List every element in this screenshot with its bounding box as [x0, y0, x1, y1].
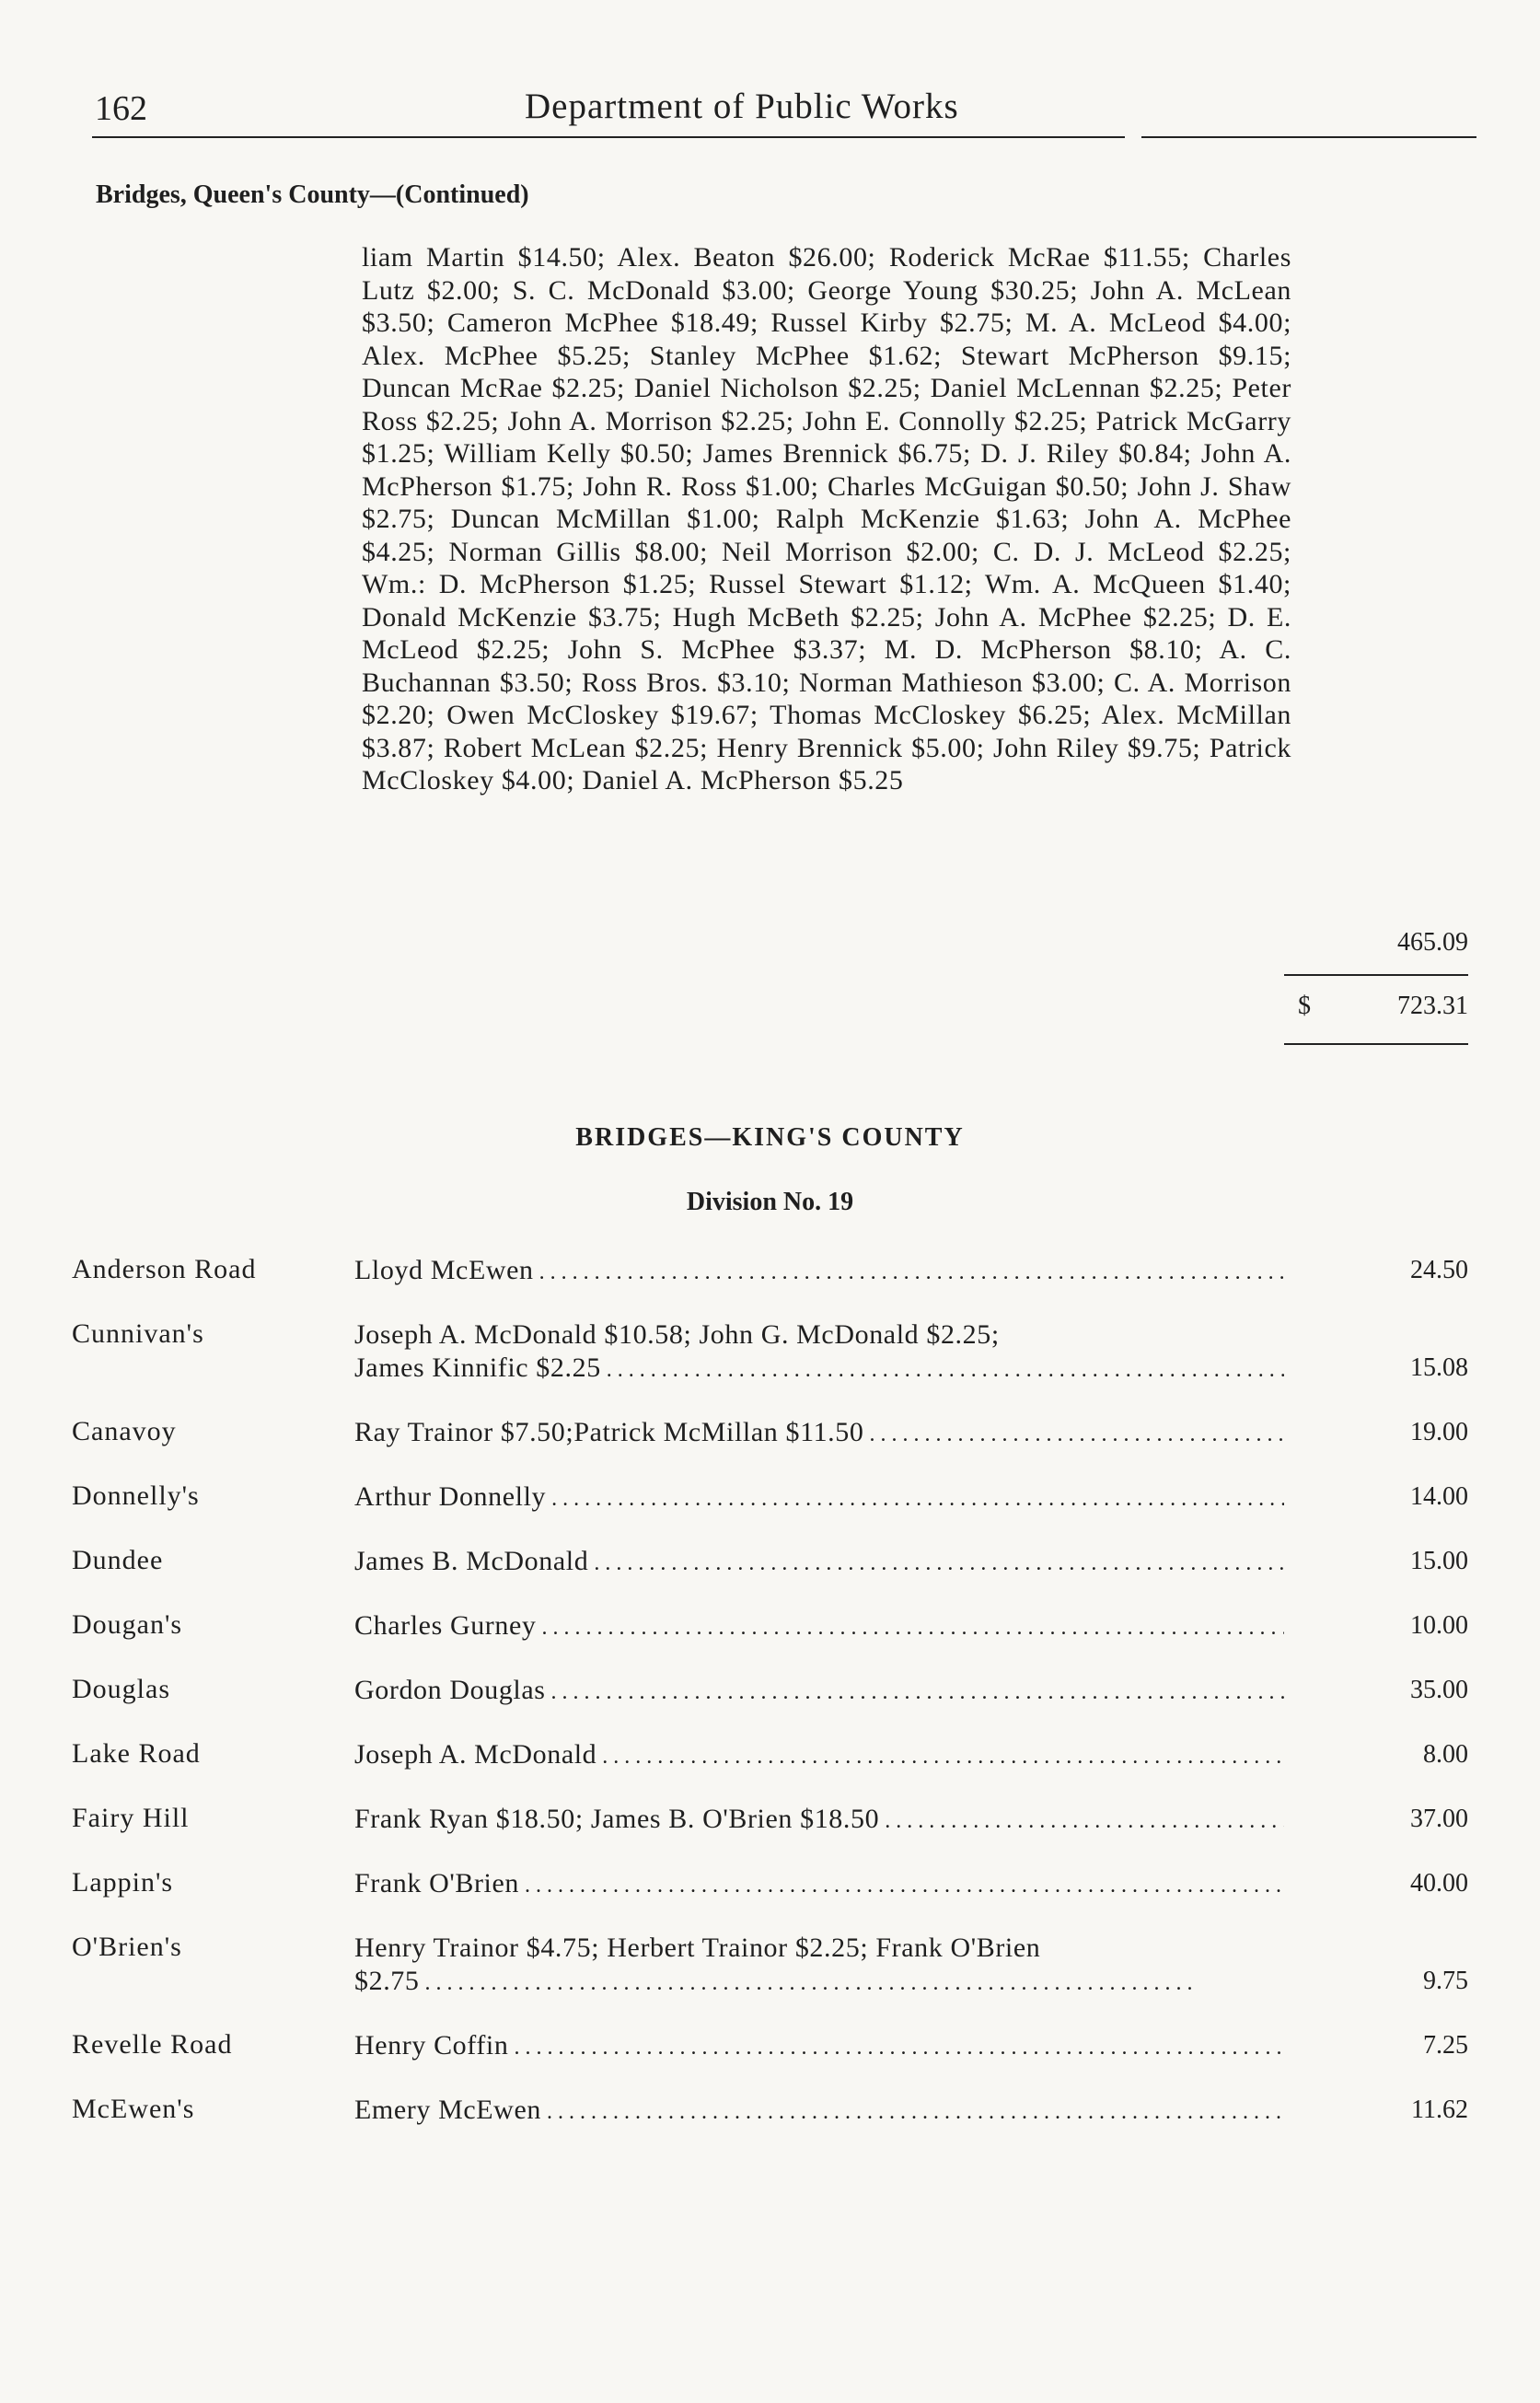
bridge-name: McEwen's	[72, 2094, 195, 2124]
amount: 15.00	[1410, 1547, 1468, 1575]
payee-description	[354, 1254, 1284, 1289]
amount: 8.00	[1423, 1740, 1468, 1769]
payee-description	[354, 2094, 1284, 2129]
bridge-name: Lake Road	[72, 1738, 201, 1769]
payee-description	[354, 1609, 1284, 1644]
payee-description	[354, 1932, 1284, 2000]
amount: 35.00	[1410, 1676, 1468, 1704]
payee-line: Henry Coffin . . .	[354, 2029, 1284, 2064]
payee-line: James Kinnific $2.25 . . .	[354, 1352, 1284, 1387]
payee-description	[354, 1738, 1284, 1773]
amount: 11.62	[1411, 2095, 1468, 2124]
header-rule-left	[92, 136, 1125, 138]
payee-line: Joseph A. McDonald . . .	[354, 1738, 1284, 1773]
payee-line: James B. McDonald . . .	[354, 1545, 1284, 1580]
bridge-name: Lappin's	[72, 1867, 174, 1898]
payee-description	[354, 1674, 1284, 1709]
payee-line: Henry Trainor $4.75; Herbert Trainor $2.25; Frank O'Brien	[354, 1933, 1041, 1963]
total-rule-bottom	[1284, 1043, 1468, 1045]
amount: 15.08	[1410, 1353, 1468, 1382]
payee-description	[354, 1318, 1284, 1387]
bridge-name: Dougan's	[72, 1609, 183, 1640]
payee-description	[354, 1803, 1284, 1838]
page-number: 162	[95, 89, 147, 128]
amount: 10.00	[1410, 1611, 1468, 1640]
bridge-name: Anderson Road	[72, 1254, 257, 1284]
amount: 14.00	[1410, 1482, 1468, 1511]
payee-line: Lloyd McEwen . . .	[354, 1254, 1284, 1289]
bridge-name: Canavoy	[72, 1416, 177, 1446]
amount: 19.00	[1410, 1418, 1468, 1446]
amount: 40.00	[1410, 1869, 1468, 1898]
bridge-name: Cunnivan's	[72, 1318, 204, 1349]
total-rule-top	[1284, 974, 1468, 976]
amount: 37.00	[1410, 1805, 1468, 1833]
bridge-name: Dundee	[72, 1545, 164, 1575]
amount: 9.75	[1423, 1967, 1468, 1995]
payee-description	[354, 1416, 1284, 1451]
payee-line: Joseph A. McDonald $10.58; John G. McDonald $2.25;	[354, 1319, 1000, 1350]
bridge-name: O'Brien's	[72, 1932, 182, 1962]
header-rule-right	[1141, 136, 1476, 138]
payee-description	[354, 1480, 1284, 1515]
payee-description	[354, 1545, 1284, 1580]
total-currency-symbol: $	[1298, 992, 1311, 1020]
payee-line: Arthur Donnelly . . .	[354, 1480, 1284, 1515]
running-title: Department of Public Works	[525, 87, 959, 126]
division-heading: Division No. 19	[686, 1188, 854, 1216]
amount: 7.25	[1423, 2031, 1468, 2060]
payee-line: Emery McEwen . . .	[354, 2094, 1284, 2129]
queens-total: 723.31	[1397, 992, 1468, 1020]
payee-line: Frank O'Brien . . .	[354, 1867, 1284, 1902]
kings-county-heading: BRIDGES—KING'S COUNTY	[575, 1123, 965, 1152]
payee-line: Charles Gurney . . .	[354, 1609, 1284, 1644]
payee-line: $2.75 . . .	[354, 1965, 1284, 2000]
queens-county-paragraph: liam Martin $14.50; Alex. Beaton $26.00; Roderick McRae $11.55; Charles Lutz $2.00; S. C. McDonald $3.00; George Young $30.25; John A. McLean $3.50; Cameron McPhee $18.49; Russel Kirby $2.75; M. A. McLeod $4.00; Alex. McPhee $5.25; Stanley McPhee $1.62; Stewart McPherson $9.15; Duncan McRae $2.25; Daniel Nicholson $2.25; Daniel McLennan $2.25; Peter Ross $2.25; John A. Morrison $2.25; John E. Connolly $2.25; Patrick McGarry $1.25; William Kelly $0.50; James Brennick $6.75; D. J. Riley $0.84; John A. McPherson $1.75; John R. Ross $1.00; Charles McGuigan $0.50; John J. Shaw $2.75; Duncan McMillan $1.00; Ralph McKenzie $1.63; John A. McPhee $4.25; Norman Gillis $8.00; Neil Morrison $2.00; C. D. J. McLeod $2.25; Wm.: D. McPherson $1.25; Russel Stewart $1.12; Wm. A. McQueen $1.40; Donald McKenzie $3.75; Hugh McBeth $2.25; John A. McPhee $2.25; D. E. McLeod $2.25; John S. McPhee $3.37; M. D. McPherson $8.10; A. C. Buchannan $3.50; Ross Bros. $3.10; Norman Mathieson $3.00; C. A. Morrison $2.20; Owen McCloskey $19.67; Thomas McCloskey $6.25; Alex. McMillan $3.87; Robert McLean $2.25; Henry Brennick $5.00; John Riley $9.75; Patrick McCloskey $4.00; Daniel A. McPherson $5.25	[362, 242, 1291, 795]
section-title-continued: Bridges, Queen's County—(Continued)	[96, 180, 529, 209]
queens-subtotal: 465.09	[1397, 928, 1468, 957]
payee-description	[354, 1867, 1284, 1902]
bridge-name: Douglas	[72, 1674, 170, 1704]
payee-description	[354, 2029, 1284, 2064]
bridge-name: Revelle Road	[72, 2029, 233, 2060]
bridge-name: Fairy Hill	[72, 1803, 190, 1833]
bridge-name: Donnelly's	[72, 1480, 200, 1511]
amount: 24.50	[1410, 1256, 1468, 1284]
payee-line: Frank Ryan $18.50; James B. O'Brien $18.50 . . .	[354, 1803, 1284, 1838]
payee-line: Ray Trainor $7.50;Patrick McMillan $11.50 . . .	[354, 1416, 1284, 1451]
payee-line: Gordon Douglas . . .	[354, 1674, 1284, 1709]
